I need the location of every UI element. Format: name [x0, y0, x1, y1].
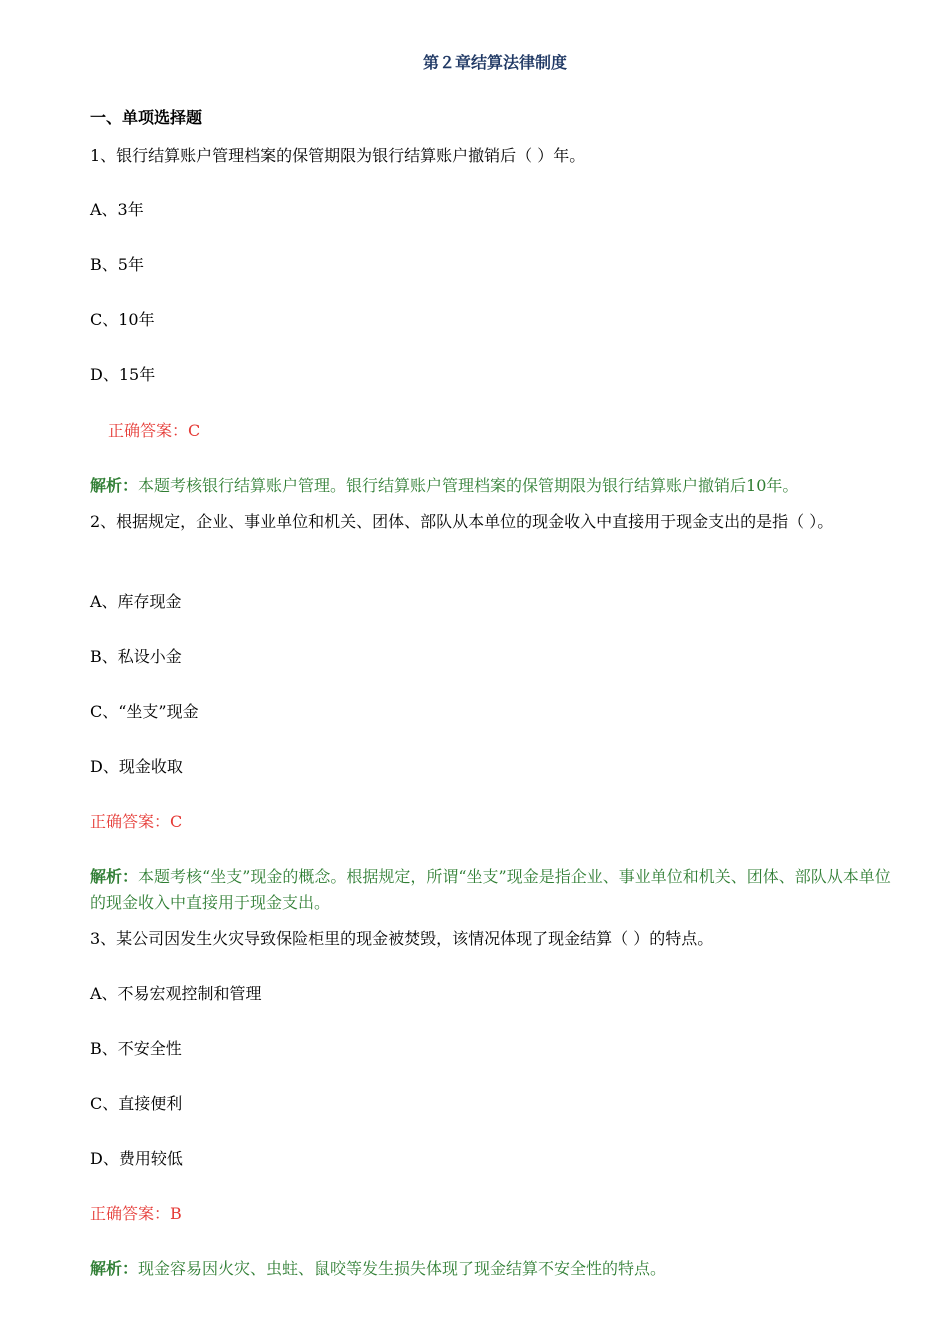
question-1-option-b: B、5年: [90, 255, 144, 274]
analysis-label: 解析：: [90, 867, 139, 886]
question-1-option-d: D、15年: [90, 365, 156, 384]
question-3-option-b: B、不安全性: [90, 1039, 182, 1058]
section-heading: 一、单项选择题: [90, 108, 203, 127]
question-3-stem: 3、某公司因发生火灾导致保险柜里的现金被焚毁，该情况体现了现金结算（ ）的特点。: [90, 929, 714, 948]
question-2-stem: 2、根据规定，企业、事业单位和机关、团体、部队从本单位的现金收入中直接用于现金支出的是指（ ）。: [90, 512, 834, 531]
question-2-option-c: C、“坐支”现金: [90, 702, 199, 721]
question-3-option-a: A、不易宏观控制和管理: [90, 984, 262, 1003]
question-3-option-d: D、费用较低: [90, 1149, 183, 1168]
page-title: 第２章结算法律制度: [422, 53, 567, 72]
question-2-option-d: D、现金收取: [90, 757, 183, 776]
question-3-analysis: [90, 1259, 666, 1279]
question-3-answer: 正确答案：B: [90, 1204, 182, 1223]
question-2-option-a: A、库存现金: [90, 592, 182, 611]
question-3-option-c: C、直接便利: [90, 1094, 183, 1113]
analysis-label: 解析：: [90, 476, 139, 495]
analysis-text: 现金容易因火灾、虫蛀、鼠咬等发生损失体现了现金结算不安全性的特点。: [138, 1259, 667, 1278]
question-2-answer: 正确答案：C: [90, 812, 183, 831]
analysis-text: 本题考核银行结算账户管理。银行结算账户管理档案的保管期限为银行结算账户撤销后10年。: [138, 476, 799, 495]
question-1-analysis: [90, 476, 798, 496]
question-1-option-c: C、10年: [90, 310, 155, 329]
analysis-text: 本题考核“坐支”现金的概念。根据规定，所谓“坐支”现金是指企业、事业单位和机关、团体、部队从本单位的现金收入中直接用于现金支出。: [90, 867, 891, 912]
question-1-option-a: A、3年: [90, 200, 144, 219]
question-1-stem: 1、银行结算账户管理档案的保管期限为银行结算账户撤销后（ ）年。: [90, 146, 586, 165]
question-1-answer: 正确答案：C: [108, 421, 201, 440]
question-2-analysis: [90, 864, 900, 916]
analysis-label: 解析：: [90, 1259, 139, 1278]
question-2-option-b: B、私设小金: [90, 647, 182, 666]
